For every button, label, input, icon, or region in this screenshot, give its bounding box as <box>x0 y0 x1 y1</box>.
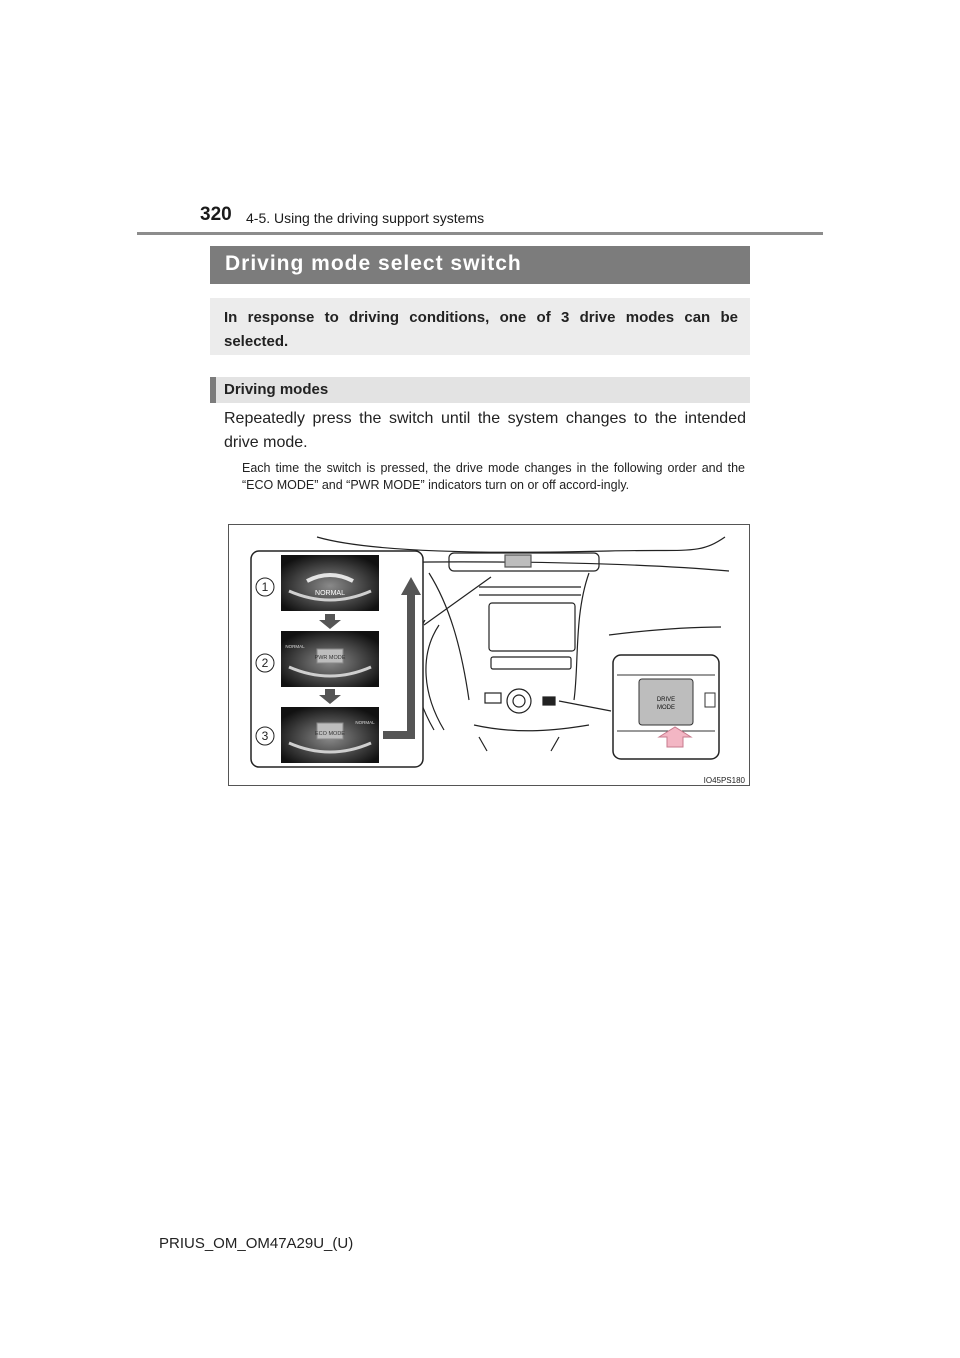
pwr-mode-label: PWR MODE <box>314 655 346 661</box>
adjacent-switch <box>705 693 715 707</box>
header-rule <box>137 232 823 235</box>
drive-button-line2: MODE <box>657 705 675 711</box>
body-text: Repeatedly press the switch until the system changes to the intended drive mode. <box>224 410 746 451</box>
callout-1: 1 <box>261 580 269 594</box>
eco-small-normal-label: NORMAL <box>355 720 375 725</box>
drive-button-line1: DRIVE <box>656 697 676 703</box>
figure-code: IO45PS180 <box>703 776 745 785</box>
intro-text: In response to driving conditions, one of 3 drive modes can be selected. <box>210 298 750 355</box>
drive-mode-figure <box>228 524 750 786</box>
figure-illustration <box>229 525 749 785</box>
section-label: 4-5. Using the driving support systems <box>246 210 485 226</box>
subsection-heading: Driving modes <box>210 377 750 403</box>
note-text: Each time the switch is pressed, the drive mode changes in the following order and the “ECO MODE” and “PWR MODE” indicators turn on or off accord-ingly. <box>242 461 745 492</box>
normal-mode-label: NORMAL <box>315 590 345 597</box>
page-title: Driving mode select switch <box>210 246 750 284</box>
page-number: 320 <box>200 204 232 225</box>
callout-2: 2 <box>261 656 269 670</box>
normal-mode-screen <box>281 555 379 611</box>
eco-mode-label: ECO MODE <box>315 731 345 737</box>
callout-3: 3 <box>261 729 269 743</box>
footer-doc-code: PRIUS_OM_OM47A29U_(U) <box>159 1235 354 1252</box>
pwr-small-normal-label: NORMAL <box>285 644 305 649</box>
